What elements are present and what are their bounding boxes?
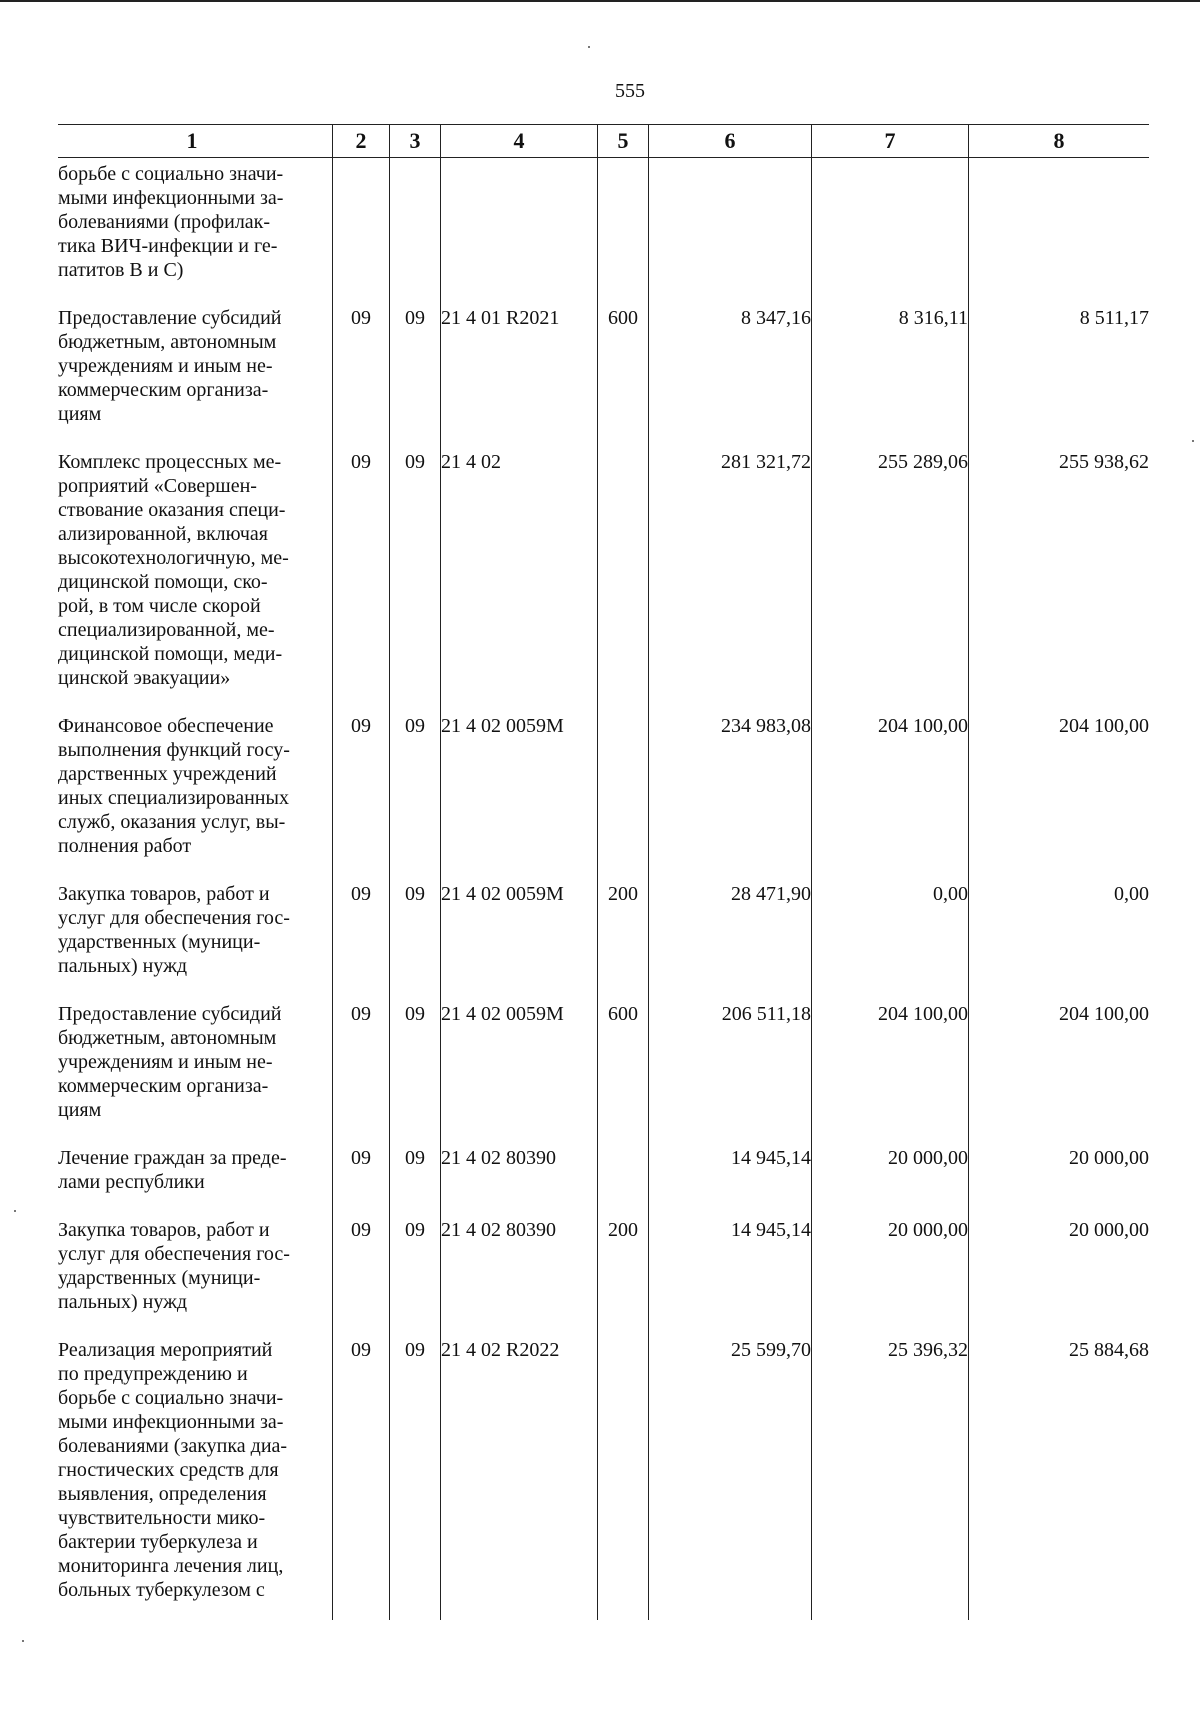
row-name-line: бюджетным, автономным — [58, 1027, 277, 1049]
amount-col-6: 14 945,14 — [649, 1146, 812, 1218]
row-name-line: дицинской помощи, меди- — [58, 643, 283, 665]
target-article-code: 21 4 02 0059M — [441, 714, 598, 882]
row-name-line: рой, в том числе скорой — [58, 595, 261, 617]
expense-type-code: 200 — [598, 882, 649, 1002]
row-name-line: дицинской помощи, ско- — [58, 571, 268, 593]
amount-col-8: 204 100,00 — [969, 1002, 1150, 1146]
target-article-code: 21 4 02 80390 — [441, 1146, 598, 1218]
section-code: 09 — [333, 306, 390, 450]
row-name-line: роприятий «Совершен- — [58, 475, 257, 497]
subsection-code: 09 — [390, 450, 441, 714]
row-name-line: Предоставление субсидий — [58, 1003, 282, 1025]
row-name-line: выявления, определения — [58, 1483, 267, 1505]
table-row — [58, 1218, 1149, 1338]
row-name-line: пальных) нужд — [58, 955, 188, 977]
column-header-5: 5 — [598, 125, 649, 158]
amount-col-6: 206 511,18 — [649, 1002, 812, 1146]
subsection-code: 09 — [390, 714, 441, 882]
amount-col-7: 204 100,00 — [812, 1002, 969, 1146]
row-name-line: коммерческим организа- — [58, 379, 269, 401]
row-name-line: ударственных (муници- — [58, 931, 261, 953]
row-name-line: борьбе с социально значи- — [58, 1387, 284, 1409]
column-header-7: 7 — [812, 125, 969, 158]
expense-type-code — [598, 450, 649, 714]
row-name-line: учреждениям и иным не- — [58, 355, 273, 377]
expense-type-code — [598, 1338, 649, 1602]
row-name-line: пальных) нужд — [58, 1291, 188, 1313]
row-name — [58, 1218, 333, 1338]
section-code: 09 — [333, 1218, 390, 1338]
scan-top-edge — [0, 0, 1200, 2]
target-article-code: 21 4 02 — [441, 450, 598, 714]
row-name-line: цинской эвакуации» — [58, 667, 231, 689]
table-row — [58, 882, 1149, 1002]
subsection-code: 09 — [390, 1218, 441, 1338]
row-name-line: больных туберкулезом с — [58, 1579, 265, 1601]
section-code — [333, 158, 390, 307]
row-name-line: Лечение граждан за преде- — [58, 1147, 287, 1169]
table-tail-cell — [441, 1602, 598, 1620]
target-article-code — [441, 158, 598, 307]
section-code: 09 — [333, 1338, 390, 1602]
expense-type-code — [598, 1146, 649, 1218]
amount-col-7: 20 000,00 — [812, 1218, 969, 1338]
subsection-code: 09 — [390, 306, 441, 450]
row-name-line: циям — [58, 403, 102, 425]
row-name-line: выполнения функций госу- — [58, 739, 290, 761]
amount-col-6: 281 321,72 — [649, 450, 812, 714]
section-code: 09 — [333, 450, 390, 714]
amount-col-7: 20 000,00 — [812, 1146, 969, 1218]
row-name-line: иных специализированных — [58, 787, 289, 809]
subsection-code: 09 — [390, 1146, 441, 1218]
target-article-code: 21 4 02 0059M — [441, 882, 598, 1002]
row-name-line: мониторинга лечения лиц, — [58, 1555, 284, 1577]
column-header-1: 1 — [58, 125, 333, 158]
amount-col-7 — [812, 158, 969, 307]
amount-col-6: 28 471,90 — [649, 882, 812, 1002]
expense-type-code: 200 — [598, 1218, 649, 1338]
row-name-line: болеваниями (закупка диа- — [58, 1435, 288, 1457]
section-code: 09 — [333, 1002, 390, 1146]
row-name-line: услуг для обеспечения гос- — [58, 1243, 290, 1265]
scan-speck — [22, 1640, 24, 1642]
subsection-code: 09 — [390, 882, 441, 1002]
row-name-line: Закупка товаров, работ и — [58, 883, 270, 905]
section-code: 09 — [333, 882, 390, 1002]
expense-type-code — [598, 714, 649, 882]
expense-type-code: 600 — [598, 306, 649, 450]
row-name-line: Финансовое обеспечение — [58, 715, 274, 737]
subsection-code: 09 — [390, 1002, 441, 1146]
amount-col-7: 204 100,00 — [812, 714, 969, 882]
target-article-code: 21 4 01 R2021 — [441, 306, 598, 450]
amount-col-8: 8 511,17 — [969, 306, 1150, 450]
amount-col-7: 8 316,11 — [812, 306, 969, 450]
row-name-line: гностических средств для — [58, 1459, 279, 1481]
amount-col-6: 25 599,70 — [649, 1338, 812, 1602]
row-name-line: по предупреждению и — [58, 1363, 248, 1385]
row-name-line: полнения работ — [58, 835, 192, 857]
table-row — [58, 714, 1149, 882]
column-header-3: 3 — [390, 125, 441, 158]
table-row — [58, 1338, 1149, 1602]
page-number: 555 — [615, 80, 645, 102]
row-name-line: Закупка товаров, работ и — [58, 1219, 270, 1241]
row-name-line: циям — [58, 1099, 102, 1121]
row-name-line: ударственных (муници- — [58, 1267, 261, 1289]
table-row — [58, 450, 1149, 714]
table-tail-cell — [969, 1602, 1150, 1620]
scan-speck — [588, 46, 590, 48]
section-code: 09 — [333, 714, 390, 882]
column-header-4: 4 — [441, 125, 598, 158]
row-name-line: патитов В и С) — [58, 259, 184, 281]
row-name — [58, 1002, 333, 1146]
target-article-code: 21 4 02 R2022 — [441, 1338, 598, 1602]
amount-col-6: 8 347,16 — [649, 306, 812, 450]
subsection-code: 09 — [390, 1338, 441, 1602]
scan-speck — [1192, 440, 1194, 442]
row-name-line: ализированной, включая — [58, 523, 268, 545]
table-tail — [58, 1602, 1149, 1620]
row-name-line: тика ВИЧ-инфекции и ге- — [58, 235, 278, 257]
row-name-line: лами республики — [58, 1171, 205, 1193]
scan-speck — [14, 1210, 16, 1212]
row-name-line: учреждениям и иным не- — [58, 1051, 273, 1073]
amount-col-8 — [969, 158, 1150, 307]
target-article-code: 21 4 02 80390 — [441, 1218, 598, 1338]
amount-col-8: 204 100,00 — [969, 714, 1150, 882]
target-article-code: 21 4 02 0059M — [441, 1002, 598, 1146]
expense-type-code: 600 — [598, 1002, 649, 1146]
amount-col-7: 0,00 — [812, 882, 969, 1002]
row-name-line: дарственных учреждений — [58, 763, 277, 785]
amount-col-6 — [649, 158, 812, 307]
amount-col-8: 20 000,00 — [969, 1218, 1150, 1338]
section-code: 09 — [333, 1146, 390, 1218]
amount-col-6: 14 945,14 — [649, 1218, 812, 1338]
amount-col-8: 20 000,00 — [969, 1146, 1150, 1218]
row-name-line: мыми инфекционными за- — [58, 1411, 284, 1433]
row-name-line: Комплекс процессных ме- — [58, 451, 282, 473]
amount-col-8: 0,00 — [969, 882, 1150, 1002]
row-name-line: чувствительности мико- — [58, 1507, 266, 1529]
row-name-line: мыми инфекционными за- — [58, 187, 284, 209]
amount-col-8: 25 884,68 — [969, 1338, 1150, 1602]
table-tail-cell — [390, 1602, 441, 1620]
row-name — [58, 882, 333, 1002]
amount-col-7: 25 396,32 — [812, 1338, 969, 1602]
row-name-line: высокотехнологичную, ме- — [58, 547, 289, 569]
row-name — [58, 450, 333, 714]
amount-col-6: 234 983,08 — [649, 714, 812, 882]
table-tail-cell — [812, 1602, 969, 1620]
table-tail-cell — [58, 1602, 333, 1620]
row-name-line: бюджетным, автономным — [58, 331, 277, 353]
table-row — [58, 306, 1149, 450]
row-name-line: услуг для обеспечения гос- — [58, 907, 290, 929]
row-name-line: коммерческим организа- — [58, 1075, 269, 1097]
expense-type-code — [598, 158, 649, 307]
row-name-line: борьбе с социально значи- — [58, 163, 284, 185]
row-name-line: Реализация мероприятий — [58, 1339, 273, 1361]
row-name-line: служб, оказания услуг, вы- — [58, 811, 286, 833]
row-name — [58, 1338, 333, 1602]
row-name — [58, 158, 333, 307]
table-row — [58, 158, 1149, 307]
row-name-line: Предоставление субсидий — [58, 307, 282, 329]
row-name — [58, 714, 333, 882]
row-name-line: специализированной, ме- — [58, 619, 275, 641]
column-header-2: 2 — [333, 125, 390, 158]
row-name-line: бактерии туберкулеза и — [58, 1531, 258, 1553]
table-body — [58, 158, 1149, 1621]
table-tail-cell — [598, 1602, 649, 1620]
row-name — [58, 306, 333, 450]
row-name-line: ствование оказания специ- — [58, 499, 286, 521]
table-row — [58, 1002, 1149, 1146]
budget-table — [58, 124, 1149, 1620]
row-name-line: болеваниями (профилак- — [58, 211, 271, 233]
column-header-8: 8 — [969, 125, 1150, 158]
table-tail-cell — [649, 1602, 812, 1620]
table-tail-cell — [333, 1602, 390, 1620]
subsection-code — [390, 158, 441, 307]
header-row — [58, 125, 1149, 158]
amount-col-8: 255 938,62 — [969, 450, 1150, 714]
amount-col-7: 255 289,06 — [812, 450, 969, 714]
row-name — [58, 1146, 333, 1218]
table-row — [58, 1146, 1149, 1218]
column-header-6: 6 — [649, 125, 812, 158]
